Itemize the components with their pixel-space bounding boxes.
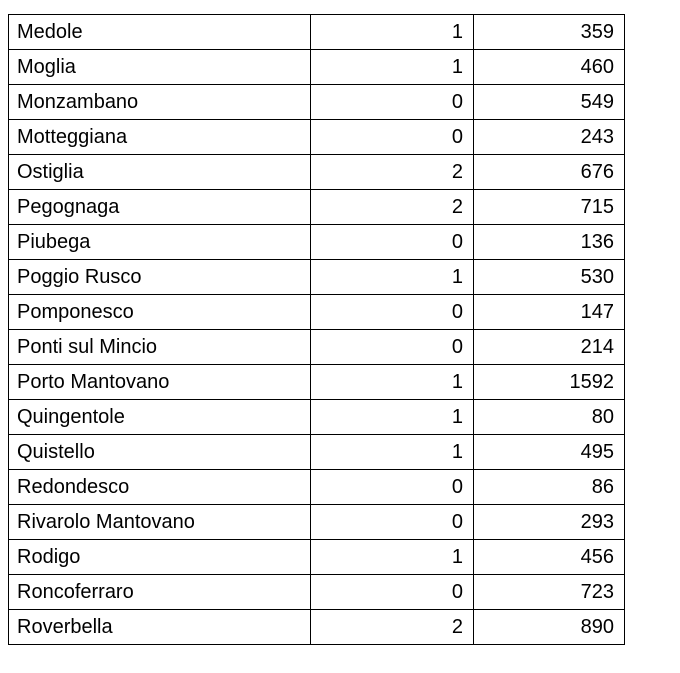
cell-value: 136 <box>474 225 625 260</box>
cell-count: 0 <box>311 85 474 120</box>
cell-value: 890 <box>474 610 625 645</box>
cell-count: 0 <box>311 505 474 540</box>
cell-count: 1 <box>311 540 474 575</box>
cell-value: 1592 <box>474 365 625 400</box>
table-row <box>9 400 625 435</box>
table-row <box>9 85 625 120</box>
table-row <box>9 295 625 330</box>
cell-count: 0 <box>311 330 474 365</box>
cell-value: 495 <box>474 435 625 470</box>
table-row <box>9 330 625 365</box>
cell-name: Pomponesco <box>9 295 311 330</box>
cell-count: 2 <box>311 610 474 645</box>
cell-value: 549 <box>474 85 625 120</box>
cell-name: Poggio Rusco <box>9 260 311 295</box>
cell-name: Redondesco <box>9 470 311 505</box>
cell-value: 715 <box>474 190 625 225</box>
table-row <box>9 610 625 645</box>
cell-count: 1 <box>311 435 474 470</box>
cell-name: Quingentole <box>9 400 311 435</box>
cell-name: Rodigo <box>9 540 311 575</box>
cell-count: 1 <box>311 365 474 400</box>
cell-count: 1 <box>311 15 474 50</box>
cell-count: 2 <box>311 190 474 225</box>
cell-value: 530 <box>474 260 625 295</box>
table-row <box>9 540 625 575</box>
cell-value: 243 <box>474 120 625 155</box>
cell-name: Ponti sul Mincio <box>9 330 311 365</box>
cell-name: Quistello <box>9 435 311 470</box>
cell-count: 0 <box>311 470 474 505</box>
cell-name: Motteggiana <box>9 120 311 155</box>
table-row <box>9 190 625 225</box>
cell-count: 0 <box>311 120 474 155</box>
table-row <box>9 260 625 295</box>
table-row <box>9 505 625 540</box>
cell-name: Rivarolo Mantovano <box>9 505 311 540</box>
cell-name: Medole <box>9 15 311 50</box>
table-row <box>9 120 625 155</box>
cell-value: 293 <box>474 505 625 540</box>
cell-count: 0 <box>311 575 474 610</box>
cell-count: 0 <box>311 295 474 330</box>
cell-value: 214 <box>474 330 625 365</box>
table-row <box>9 15 625 50</box>
cell-value: 147 <box>474 295 625 330</box>
table-row <box>9 365 625 400</box>
cell-value: 359 <box>474 15 625 50</box>
data-table <box>8 14 625 645</box>
cell-count: 1 <box>311 50 474 85</box>
cell-count: 0 <box>311 225 474 260</box>
cell-value: 80 <box>474 400 625 435</box>
cell-value: 86 <box>474 470 625 505</box>
cell-name: Roncoferraro <box>9 575 311 610</box>
table-row <box>9 50 625 85</box>
cell-value: 460 <box>474 50 625 85</box>
cell-name: Moglia <box>9 50 311 85</box>
cell-name: Roverbella <box>9 610 311 645</box>
cell-count: 2 <box>311 155 474 190</box>
cell-name: Piubega <box>9 225 311 260</box>
cell-name: Monzambano <box>9 85 311 120</box>
cell-name: Pegognaga <box>9 190 311 225</box>
table-row <box>9 470 625 505</box>
table-row <box>9 225 625 260</box>
table-row <box>9 575 625 610</box>
table-row <box>9 435 625 470</box>
cell-name: Porto Mantovano <box>9 365 311 400</box>
cell-value: 676 <box>474 155 625 190</box>
table-row <box>9 155 625 190</box>
table-body <box>9 15 625 645</box>
cell-value: 456 <box>474 540 625 575</box>
cell-name: Ostiglia <box>9 155 311 190</box>
cell-value: 723 <box>474 575 625 610</box>
cell-count: 1 <box>311 400 474 435</box>
cell-count: 1 <box>311 260 474 295</box>
